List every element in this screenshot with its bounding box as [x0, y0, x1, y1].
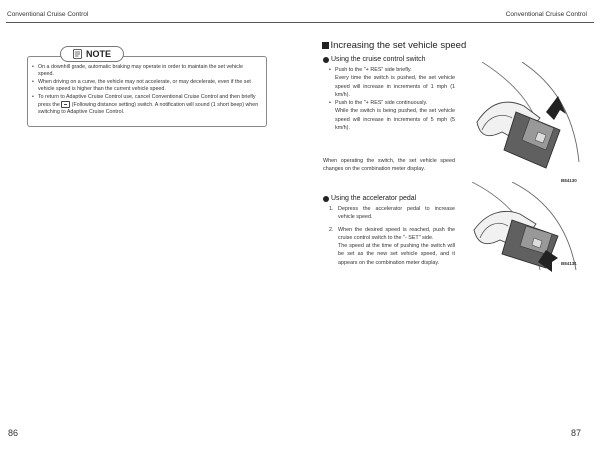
- section-title-text: Increasing the set vehicle speed: [330, 40, 467, 51]
- note-item: • On a downhill grade, automatic braking may operate in order to maintain the set vehicle speed.: [32, 64, 260, 79]
- header-rule: [6, 22, 594, 23]
- pedal-step: [329, 226, 455, 243]
- note-pencil-icon: [73, 49, 82, 59]
- cruise-switch-illustration-2: [462, 182, 582, 272]
- pedal-step-text: When the desired speed is reached, push the cruise control switch to the "- SET" side.: [338, 226, 455, 241]
- note-item-text: To return to Adaptive Cruise Control use, cancel Conventional Cruise Control and then briefly press the: [38, 93, 256, 108]
- pedal-step-text: Depress the accelerator pedal to increase vehicle speed.: [338, 206, 455, 221]
- note-item-text: (Following distance setting) switch. A notification will sound (1 short beep) when switching to Adaptive Cruise Control.: [38, 101, 259, 116]
- section-square-icon: [322, 42, 329, 49]
- switch-subtitle-text: Using the cruise control switch: [331, 56, 426, 63]
- pedal-step-number: 1.: [329, 206, 334, 212]
- following-distance-switch-icon: [61, 101, 70, 108]
- switch-closing-text: When operating the switch, the set vehicle speed changes on the combination meter display.: [323, 158, 455, 173]
- switch-bullet: • Push to the "+ RES" side briefly.: [328, 66, 455, 74]
- note-item: • When driving on a curve, the vehicle may not accelerate, or may decelerate, even if the set vehicle speed is higher than the current vehicle speed.: [32, 79, 260, 94]
- note-label-tab: [60, 46, 124, 62]
- switch-subtitle: [323, 56, 426, 63]
- bullet-dot-icon: [323, 196, 329, 202]
- pedal-steps: [329, 205, 455, 267]
- switch-steps: [328, 66, 455, 132]
- bullet-dot-icon: [323, 57, 329, 63]
- figure-code: B84130: [561, 178, 577, 183]
- cruise-switch-illustration-1: [462, 62, 582, 169]
- pedal-step-number: 2.: [329, 226, 334, 233]
- section-title: [322, 40, 466, 51]
- switch-bullet-detail: While the switch is being pushed, the set vehicle speed will increase in increments of 5 mph (5 km/h).: [335, 108, 455, 132]
- switch-bullet: • Push to the "+ RES" side continuously.: [328, 99, 455, 107]
- pedal-subtitle: [323, 195, 416, 202]
- switch-bullet-detail: Every time the switch is pushed, the set vehicle speed will increase in increments of 1 mph (1 km/h).: [335, 75, 455, 98]
- pedal-step-detail: The speed at the time of pushing the switch will be set as the new set vehicle speed, and it appears on the combination meter display.: [338, 243, 455, 266]
- left-page-number: 86: [8, 428, 19, 438]
- note-item: [32, 94, 260, 117]
- right-page-header: Conventional Cruise Control: [505, 11, 587, 18]
- left-page-header: Conventional Cruise Control: [7, 11, 89, 18]
- right-page-number: 87: [570, 428, 581, 438]
- pedal-step: [329, 205, 455, 222]
- note-list: [32, 64, 260, 117]
- note-label: NOTE: [85, 49, 111, 59]
- pedal-subtitle-text: Using the accelerator pedal: [331, 195, 417, 202]
- figure-code: B84131: [561, 261, 577, 266]
